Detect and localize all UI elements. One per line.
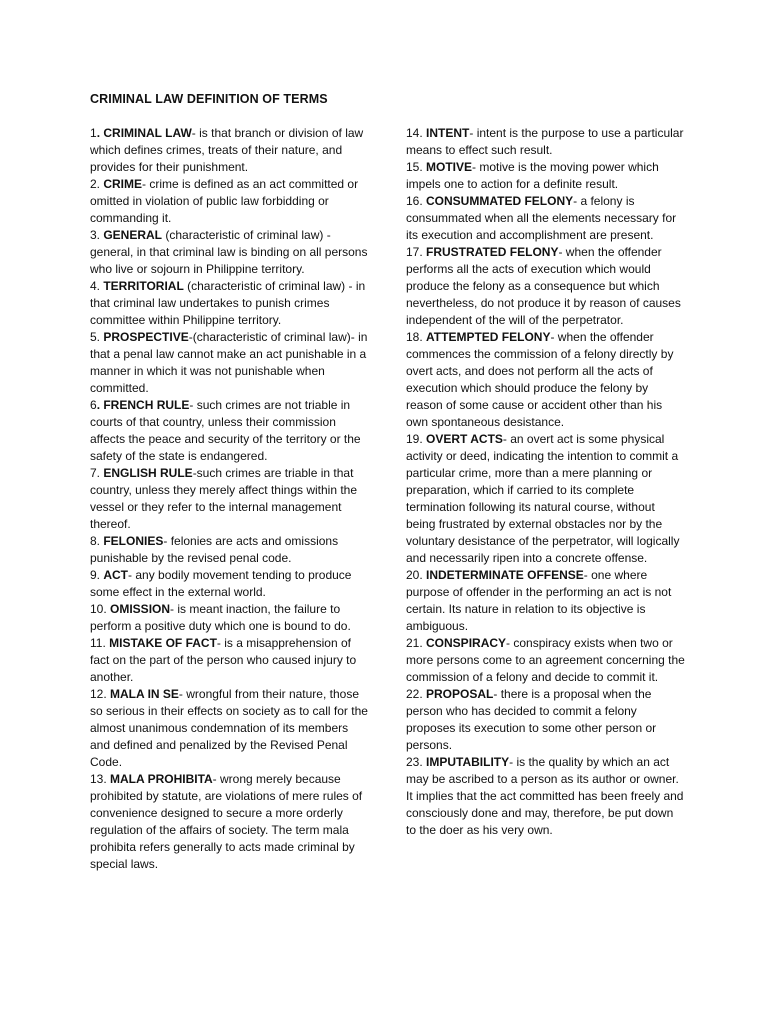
term-number: 8. (90, 534, 104, 548)
term-entry (406, 754, 686, 839)
term-number: 10. (90, 602, 111, 616)
term-definition: (characteristic of criminal law) - in that criminal law undertakes to punish crimes committee within Philippine territory. (90, 279, 366, 327)
term-name: OVERT ACTS (426, 432, 503, 446)
term-name: CONSPIRACY (426, 636, 507, 650)
term-definition: - when the offender performs all the acts of execution which would produce the felony as a consequence but which nevertheless, do not produce it by reason of causes independent of the will of the perpetrator. (406, 245, 681, 327)
term-entry (90, 601, 370, 635)
term-definition: - wrongful from their nature, those so serious in their effects on society as to call for the almost unanimous condemnation of its members and defined and penalized by the Revised Penal Code. (90, 687, 368, 769)
term-entry (90, 635, 370, 686)
term-definition: -such crimes are triable in that country, unless they merely affect things within the vessel or they refer to the internal management thereof. (90, 466, 358, 531)
term-number: 3. (90, 228, 104, 242)
term-number: 11. (90, 636, 110, 650)
term-name: . FRENCH RULE (96, 398, 190, 412)
term-number: 12. (90, 687, 111, 701)
term-entry (90, 567, 370, 601)
term-entry (406, 193, 686, 244)
term-definition: - crime is defined as an act committed or omitted in violation of public law forbidding or commanding it. (90, 177, 359, 225)
term-name: MALA PROHIBITA (110, 772, 213, 786)
term-definition: - motive is the moving power which impels one to action for a definite result. (406, 160, 659, 191)
term-name: ENGLISH RULE (103, 466, 193, 480)
term-definition: - there is a proposal when the person who has decided to commit a felony proposes its execution to some other person or persons. (406, 687, 657, 752)
term-entry (90, 533, 370, 567)
term-name: ACT (103, 568, 129, 582)
term-number: 16. (406, 194, 427, 208)
term-name: FRUSTRATED FELONY (426, 245, 559, 259)
term-definition: - is a misapprehension of fact on the part of the person who caused injury to another. (90, 636, 357, 684)
term-name: INTENT (426, 126, 470, 140)
term-number: 14. (406, 126, 427, 140)
term-number: 23. (406, 755, 427, 769)
term-name: . CRIMINAL LAW (96, 126, 192, 140)
term-number: 18. (406, 330, 427, 344)
term-number: 6 (90, 398, 97, 412)
term-name: INDETERMINATE OFFENSE (426, 568, 584, 582)
term-number: 15. (406, 160, 427, 174)
term-definition: - intent is the purpose to use a particular means to effect such result. (406, 126, 684, 157)
term-number: 5. (90, 330, 104, 344)
term-entry (90, 397, 370, 465)
term-definition: - one where purpose of offender in the performing an act is not certain. Its nature in relation to its objective is ambiguous. (406, 568, 672, 633)
term-definition: - conspiracy exists when two or more persons come to an agreement concerning the commission of a felony and decide to commit it. (406, 636, 685, 684)
term-definition: - is that branch or division of law which defines crimes, treats of their nature, and provides for their punishment. (90, 126, 364, 174)
term-definition: - such crimes are not triable in courts of that country, unless their commission affects the peace and security of the territory or the safety of the state is endangered. (90, 398, 361, 463)
term-definition: (characteristic of criminal law) - general, in that criminal law is binding on all persons who live or sojourn in Philippine territory. (90, 228, 368, 276)
term-number: 20. (406, 568, 427, 582)
term-entry (406, 244, 686, 329)
term-number: 7. (90, 466, 104, 480)
term-name: TERRITORIAL (103, 279, 184, 293)
term-name: ATTEMPTED FELONY (426, 330, 551, 344)
term-number: 4. (90, 279, 104, 293)
term-name: PROSPECTIVE (103, 330, 189, 344)
term-definition: - is the quality by which an act may be ascribed to a person as its author or owner. It implies that the act committed has been freely and consciously done and may, therefore, be put down to the doer as his very own. (406, 755, 684, 837)
term-name: OMISSION (110, 602, 171, 616)
term-entry (406, 431, 686, 567)
term-entry (406, 329, 686, 431)
term-entry (90, 771, 370, 873)
term-name: MALA IN SE (110, 687, 179, 701)
term-definition: - any bodily movement tending to produce some effect in the external world. (90, 568, 352, 599)
term-entry (90, 176, 370, 227)
term-entry (90, 329, 370, 397)
term-definition: - an overt act is some physical activity or deed, indicating the intention to commit a particular crime, more than a mere planning or preparation, which if carried to its complete termination following its natural course, without being frustrated by external obstacles nor by the voluntary desistance of the perpetrator, will logically and necessarily ripen into a concrete offense. (406, 432, 680, 565)
term-entry (90, 227, 370, 278)
term-number: 17. (406, 245, 427, 259)
term-entry (406, 635, 686, 686)
term-entry (90, 686, 370, 771)
term-entry (406, 159, 686, 193)
term-definition: - when the offender commences the commission of a felony directly by overt acts, and does not perform all the acts of execution which should produce the felony by reason of some cause or accident other than his own spontaneous desistance. (406, 330, 674, 429)
term-name: CONSUMMATED FELONY (426, 194, 574, 208)
term-definition: - a felony is consummated when all the elements necessary for its execution and accomplishment are present. (406, 194, 677, 242)
term-number: 9. (90, 568, 104, 582)
right-column (406, 125, 686, 839)
term-entry (406, 686, 686, 754)
term-number: 22. (406, 687, 427, 701)
term-definition: - is meant inaction, the failure to perform a positive duty which one is bound to do. (90, 602, 351, 633)
term-number: 13. (90, 772, 111, 786)
term-number: 21. (406, 636, 427, 650)
term-name: CRIME (103, 177, 143, 191)
term-number: 2. (90, 177, 104, 191)
term-definition: - felonies are acts and omissions punishable by the revised penal code. (90, 534, 339, 565)
term-entry (90, 465, 370, 533)
term-entry (406, 567, 686, 635)
term-number: 19. (406, 432, 427, 446)
left-column (90, 125, 370, 873)
term-entry (90, 278, 370, 329)
term-name: MOTIVE (426, 160, 473, 174)
term-name: PROPOSAL (426, 687, 494, 701)
term-name: MISTAKE OF FACT (109, 636, 217, 650)
term-name: IMPUTABILITY (426, 755, 510, 769)
term-name: FELONIES (103, 534, 164, 548)
term-definition: -(characteristic of criminal law)- in that a penal law cannot make an act punishable in a manner in which it was not punishable when committed. (90, 330, 368, 395)
term-number: 1 (90, 126, 97, 140)
term-entry (90, 125, 370, 176)
term-definition: - wrong merely because prohibited by statute, are violations of mere rules of convenience designed to secure a more orderly regulation of the affairs of society. The term mala prohibita refers generally to acts made criminal by special laws. (90, 772, 363, 871)
document-title: CRIMINAL LAW DEFINITION OF TERMS (90, 92, 328, 106)
term-name: GENERAL (103, 228, 163, 242)
term-entry (406, 125, 686, 159)
